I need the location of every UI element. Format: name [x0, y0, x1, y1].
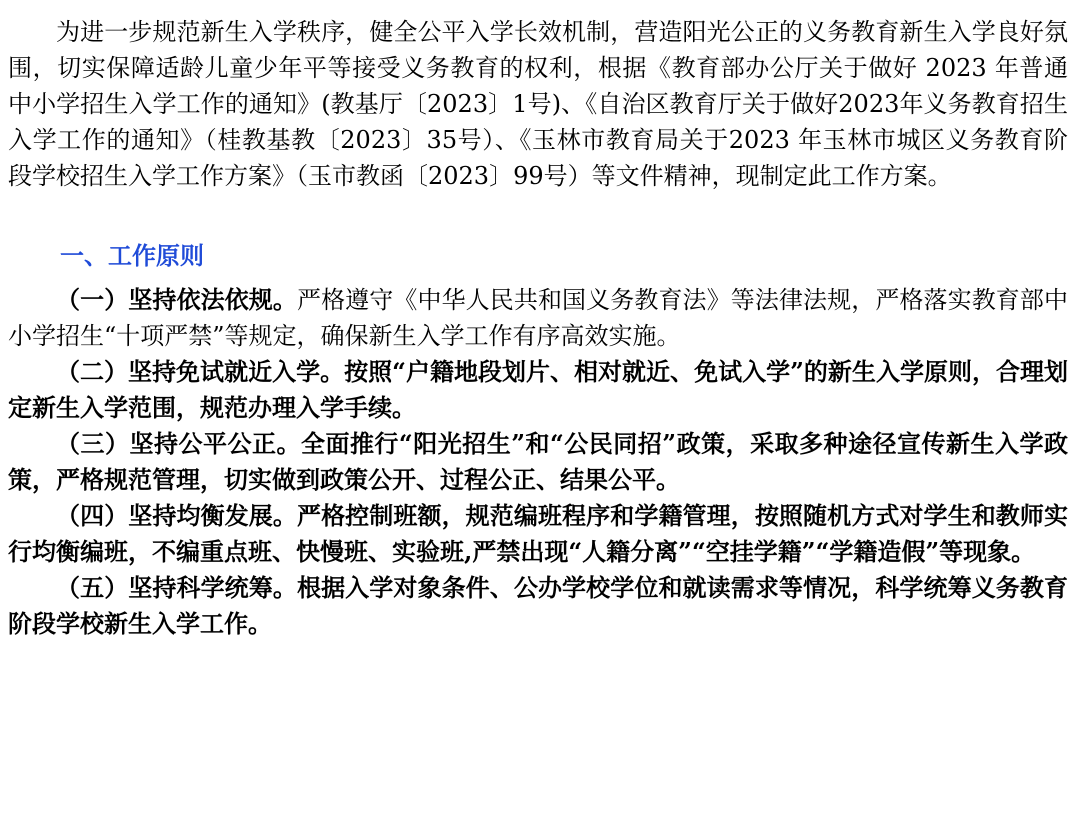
intro-paragraph: 为进一步规范新生入学秩序，健全公平入学长效机制，营造阳光公正的义务教育新生入学良好氛围，切实保障适龄儿童少年平等接受义务教育的权利，根据《教育部办公厅关于做好 2023 年普通中小学招生入学工作的通知》(教基厅〔2023〕1号)、《自治区教育厅关于做好2023年义务教育招生入学工作的通知》（桂教基教〔2023〕35号）、《玉林市教育局关于2023 年玉林市城区义务教育阶段学校招生入学工作方案》（玉市教函〔2023〕99号）等文件精神，现制定此工作方案。	[8, 18, 1068, 190]
principle-3-body: 全面推行“阳光招生”和“公民同招”政策，采取多种途径宣传新生入学政策，严格规范管理，切实做到政策公开、过程公正、结果公平。	[8, 429, 1069, 494]
principle-2-body: 按照“户籍地段划片、相对就近、免试入学”的新生入学原则，合理划定新生入学范围，规范办理入学手续。	[8, 357, 1069, 422]
principle-3	[8, 426, 1068, 498]
principle-5-body: 根据入学对象条件、公办学校学位和就读需求等情况，科学统筹义务教育阶段学校新生入学工作。	[8, 573, 1069, 638]
document-body	[8, 14, 1068, 642]
principle-4	[8, 498, 1068, 570]
principle-2-lead: （二）坚持免试就近入学。	[56, 357, 345, 386]
principle-3-lead: （三）坚持公平公正。	[56, 429, 301, 458]
principle-5	[8, 570, 1068, 642]
principle-1-lead: （一）坚持依法依规。	[56, 285, 297, 314]
principle-2	[8, 354, 1068, 426]
principle-4-body: 严格控制班额，规范编班程序和学籍管理，按照随机方式对学生和教师实行均衡编班，不编重点班、快慢班、实验班,严禁出现“人籍分离”“空挂学籍”“学籍造假”等现象。	[8, 501, 1069, 566]
principle-1	[8, 282, 1068, 354]
principle-1-body: 严格遵守《中华人民共和国义务教育法》等法律法规，严格落实教育部中小学招生“十项严禁”等规定，确保新生入学工作有序高效实施。	[8, 286, 1069, 350]
section-heading: 一、工作原则	[60, 242, 204, 270]
principle-4-lead: （四）坚持均衡发展。	[56, 501, 297, 530]
principle-5-lead: （五）坚持科学统筹。	[56, 573, 297, 602]
